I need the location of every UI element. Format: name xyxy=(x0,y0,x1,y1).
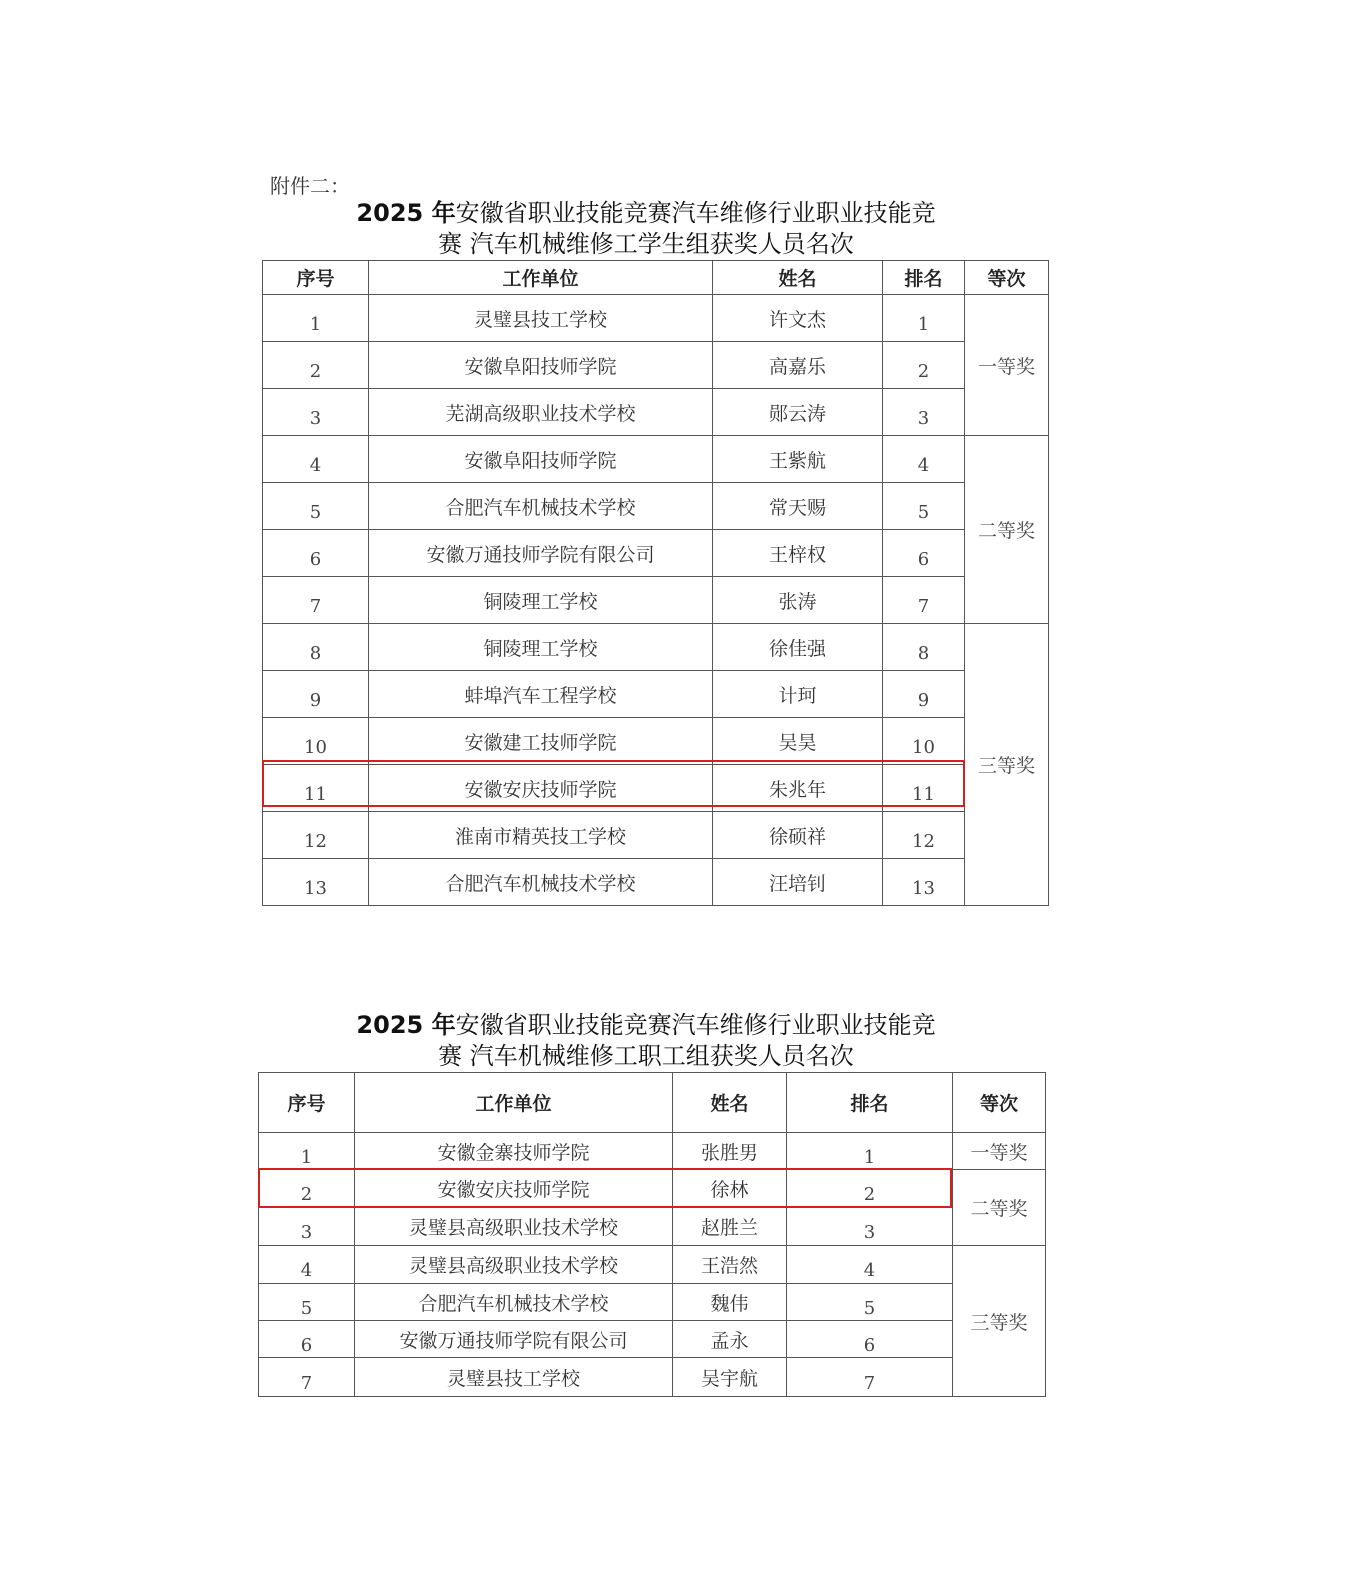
row-name: 王浩然 xyxy=(673,1246,787,1284)
row-name: 徐佳强 xyxy=(713,624,883,671)
student-results-table xyxy=(262,260,1049,906)
row-rank: 13 xyxy=(883,859,965,906)
row-name: 许文杰 xyxy=(713,295,883,342)
row-unit: 灵璧县高级职业技术学校 xyxy=(355,1208,673,1246)
table-row-highlighted xyxy=(263,765,1049,812)
attachment-label: 附件二： xyxy=(270,174,350,198)
row-unit: 灵璧县技工学校 xyxy=(369,295,713,342)
row-no: 7 xyxy=(259,1358,355,1397)
table-row xyxy=(259,1358,1046,1397)
row-rank: 6 xyxy=(883,530,965,577)
header-unit: 工作单位 xyxy=(369,261,713,295)
staff-table-title xyxy=(262,1010,1030,1072)
student-table-title xyxy=(262,198,1030,260)
row-rank: 3 xyxy=(883,389,965,436)
row-name: 孟永 xyxy=(673,1321,787,1358)
row-unit: 淮南市精英技工学校 xyxy=(369,812,713,859)
row-rank: 11 xyxy=(883,765,965,812)
row-unit: 合肥汽车机械技术学校 xyxy=(369,483,713,530)
award-first: 一等奖 xyxy=(965,295,1049,436)
row-unit: 安徽安庆技师学院 xyxy=(369,765,713,812)
row-no: 13 xyxy=(263,859,369,906)
row-rank: 7 xyxy=(883,577,965,624)
header-rank: 排名 xyxy=(883,261,965,295)
row-rank: 4 xyxy=(883,436,965,483)
row-name: 高嘉乐 xyxy=(713,342,883,389)
header-rank: 排名 xyxy=(787,1073,953,1133)
row-rank: 2 xyxy=(883,342,965,389)
table-row xyxy=(263,624,1049,671)
row-rank: 9 xyxy=(883,671,965,718)
table-row xyxy=(263,530,1049,577)
header-award: 等次 xyxy=(965,261,1049,295)
row-name: 徐林 xyxy=(673,1170,787,1208)
table-row xyxy=(263,671,1049,718)
row-rank: 5 xyxy=(883,483,965,530)
row-unit: 蚌埠汽车工程学校 xyxy=(369,671,713,718)
award-third: 三等奖 xyxy=(965,624,1049,906)
row-no: 6 xyxy=(263,530,369,577)
student-title-line1: 安徽省职业技能竞赛汽车维修行业职业技能竞 xyxy=(455,199,936,227)
award-second: 二等奖 xyxy=(965,436,1049,624)
row-rank: 12 xyxy=(883,812,965,859)
table-row xyxy=(263,342,1049,389)
row-name: 郧云涛 xyxy=(713,389,883,436)
row-rank: 1 xyxy=(787,1133,953,1170)
header-unit: 工作单位 xyxy=(355,1073,673,1133)
row-unit: 安徽万通技师学院有限公司 xyxy=(355,1321,673,1358)
student-title-year: 2025 年 xyxy=(356,199,456,227)
staff-title-line2: 赛 汽车机械维修工职工组获奖人员名次 xyxy=(438,1042,854,1070)
row-no: 2 xyxy=(259,1170,355,1208)
row-unit: 安徽安庆技师学院 xyxy=(355,1170,673,1208)
staff-title-year: 2025 年 xyxy=(356,1011,456,1039)
table-row xyxy=(263,577,1049,624)
header-no: 序号 xyxy=(263,261,369,295)
table-row xyxy=(263,436,1049,483)
row-rank: 8 xyxy=(883,624,965,671)
row-rank: 2 xyxy=(787,1170,953,1208)
table-row xyxy=(259,1321,1046,1358)
row-name: 汪培钊 xyxy=(713,859,883,906)
table-row xyxy=(259,1133,1046,1170)
row-name: 张涛 xyxy=(713,577,883,624)
row-no: 9 xyxy=(263,671,369,718)
table-row xyxy=(263,812,1049,859)
student-title-line2: 赛 汽车机械维修工学生组获奖人员名次 xyxy=(438,230,854,258)
row-no: 8 xyxy=(263,624,369,671)
row-name: 张胜男 xyxy=(673,1133,787,1170)
header-name: 姓名 xyxy=(673,1073,787,1133)
row-no: 12 xyxy=(263,812,369,859)
row-unit: 安徽阜阳技师学院 xyxy=(369,436,713,483)
award-first: 一等奖 xyxy=(953,1133,1046,1170)
row-no: 4 xyxy=(259,1246,355,1284)
row-name: 魏伟 xyxy=(673,1284,787,1321)
row-name: 常天赐 xyxy=(713,483,883,530)
row-no: 1 xyxy=(263,295,369,342)
row-rank: 6 xyxy=(787,1321,953,1358)
row-name: 王梓权 xyxy=(713,530,883,577)
row-no: 6 xyxy=(259,1321,355,1358)
row-name: 吴昊 xyxy=(713,718,883,765)
row-rank: 1 xyxy=(883,295,965,342)
row-name: 王紫航 xyxy=(713,436,883,483)
row-unit: 安徽金寨技师学院 xyxy=(355,1133,673,1170)
row-unit: 铜陵理工学校 xyxy=(369,577,713,624)
row-no: 3 xyxy=(259,1208,355,1246)
row-unit: 合肥汽车机械技术学校 xyxy=(355,1284,673,1321)
row-name: 徐硕祥 xyxy=(713,812,883,859)
row-unit: 芜湖高级职业技术学校 xyxy=(369,389,713,436)
table-row xyxy=(263,859,1049,906)
row-unit: 安徽建工技师学院 xyxy=(369,718,713,765)
row-no: 5 xyxy=(263,483,369,530)
row-unit: 安徽万通技师学院有限公司 xyxy=(369,530,713,577)
row-no: 5 xyxy=(259,1284,355,1321)
row-name: 计珂 xyxy=(713,671,883,718)
table-row xyxy=(263,483,1049,530)
row-no: 11 xyxy=(263,765,369,812)
table-row xyxy=(263,295,1049,342)
row-rank: 5 xyxy=(787,1284,953,1321)
staff-title-line1: 安徽省职业技能竞赛汽车维修行业职业技能竞 xyxy=(455,1011,936,1039)
row-unit: 安徽阜阳技师学院 xyxy=(369,342,713,389)
header-award: 等次 xyxy=(953,1073,1046,1133)
table-row xyxy=(259,1208,1046,1246)
row-unit: 合肥汽车机械技术学校 xyxy=(369,859,713,906)
row-no: 3 xyxy=(263,389,369,436)
table-row xyxy=(263,389,1049,436)
row-no: 1 xyxy=(259,1133,355,1170)
table-row xyxy=(259,1246,1046,1284)
row-unit: 灵璧县技工学校 xyxy=(355,1358,673,1397)
row-unit: 铜陵理工学校 xyxy=(369,624,713,671)
row-no: 7 xyxy=(263,577,369,624)
row-rank: 10 xyxy=(883,718,965,765)
row-no: 2 xyxy=(263,342,369,389)
table-row-highlighted xyxy=(259,1170,1046,1208)
staff-results-table xyxy=(258,1072,1046,1397)
row-name: 朱兆年 xyxy=(713,765,883,812)
row-name: 赵胜兰 xyxy=(673,1208,787,1246)
award-third: 三等奖 xyxy=(953,1246,1046,1397)
header-name: 姓名 xyxy=(713,261,883,295)
row-no: 10 xyxy=(263,718,369,765)
row-rank: 3 xyxy=(787,1208,953,1246)
row-name: 吴宇航 xyxy=(673,1358,787,1397)
table-row xyxy=(263,718,1049,765)
header-no: 序号 xyxy=(259,1073,355,1133)
row-rank: 7 xyxy=(787,1358,953,1397)
row-rank: 4 xyxy=(787,1246,953,1284)
row-no: 4 xyxy=(263,436,369,483)
award-second: 二等奖 xyxy=(953,1170,1046,1246)
row-unit: 灵璧县高级职业技术学校 xyxy=(355,1246,673,1284)
table-row xyxy=(259,1284,1046,1321)
